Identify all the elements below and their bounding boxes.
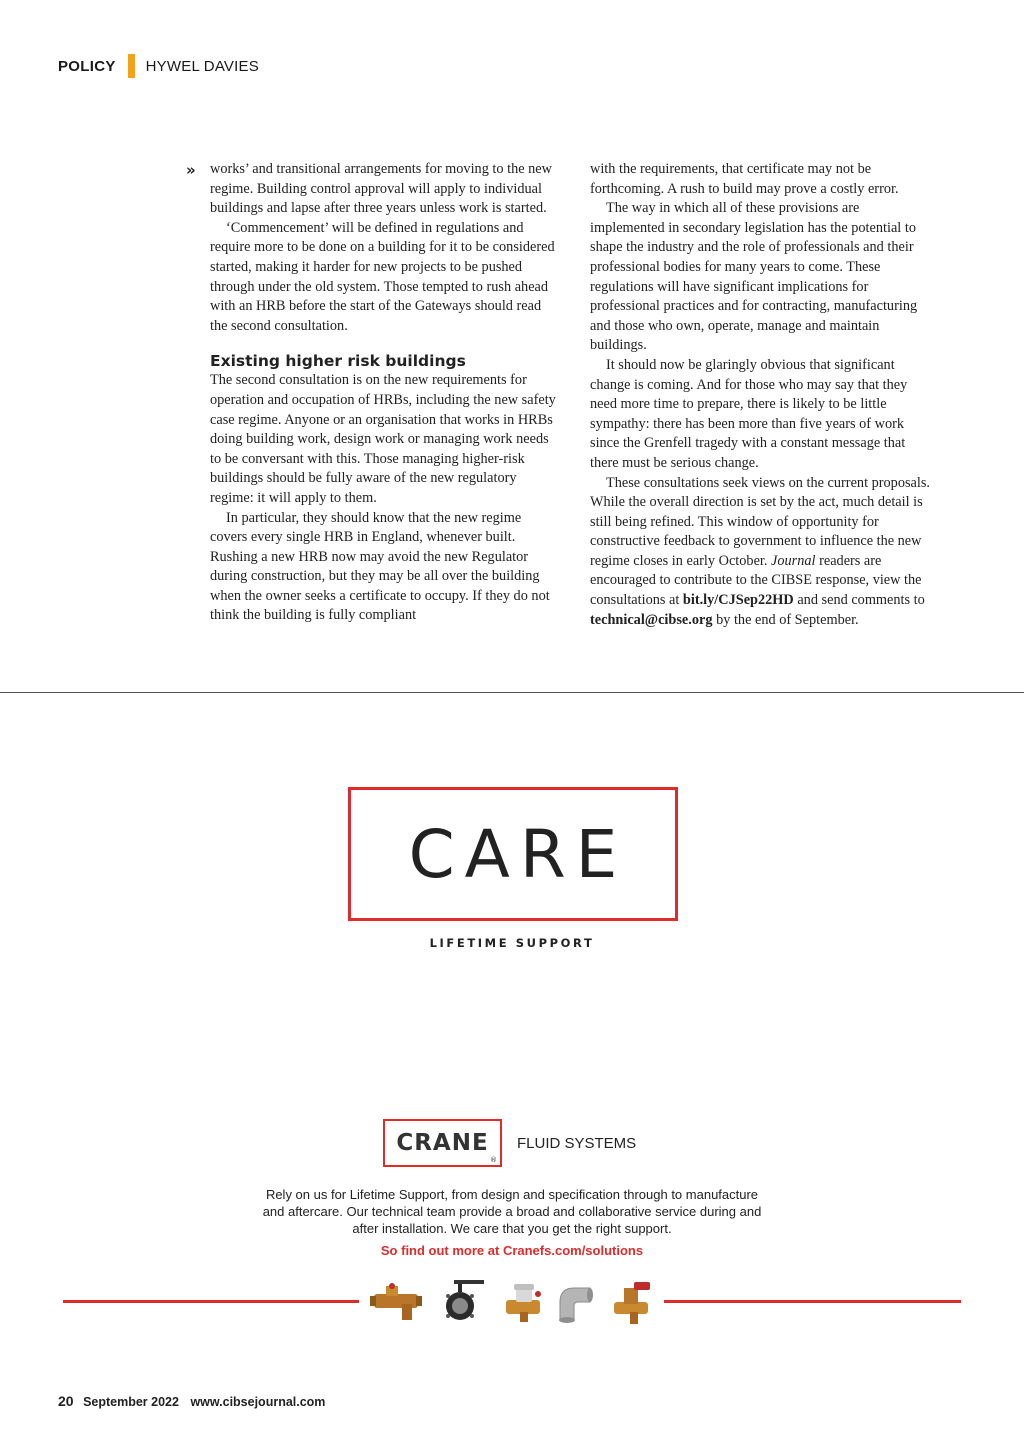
article-paragraph-final	[590, 474, 935, 631]
header-accent-bar	[128, 54, 135, 78]
ad-tagline: LIFETIME SUPPORT	[429, 936, 595, 950]
article-paragraph: ‘Commencement’ will be defined in regulations and require more to be done on a building for it to be considered started, making it harder for new projects to be pushed through under the old system. Those tempted to rush ahead with an HRB before the start of the Gateways should read the second consultation.	[210, 219, 555, 334]
paragraph-text: These consultations seek views on the current proposals. While the overall direction is set by the act, much detail is still being refined. This window of opportunity for constructive feedback to government to influence the new regime closes in early October.	[590, 474, 930, 569]
ad-cta-link[interactable]: So find out more at Cranefs.com/solutions	[380, 1243, 644, 1258]
page-footer	[58, 1393, 325, 1409]
butterfly-valve-icon	[446, 1280, 484, 1320]
journal-italic: Journal	[771, 552, 816, 569]
pressure-valve-icon	[614, 1282, 650, 1324]
issue-date: September 2022	[83, 1395, 179, 1409]
page-header	[58, 54, 259, 78]
article-column-2	[590, 160, 935, 630]
crane-brand-text: CRANE	[396, 1130, 489, 1156]
paragraph-text: readers are encouraged to contribute to the CIBSE response, view the consultations at	[590, 552, 922, 609]
article-paragraph: works’ and transitional arrangements for moving to the new regime. Building control approval will apply to individual buildings and lapse after three years unless work is started.	[210, 161, 552, 217]
balancing-valve-icon	[506, 1284, 541, 1322]
website-link[interactable]: www.cibsejournal.com	[190, 1395, 326, 1409]
elbow-fitting-icon	[559, 1288, 593, 1323]
author-name: HYWEL DAVIES	[145, 57, 259, 75]
subheading: Existing higher risk buildings	[210, 352, 466, 371]
continued-icon: »	[186, 161, 196, 179]
strainer-valve-icon	[370, 1283, 422, 1320]
product-images	[368, 1280, 660, 1330]
ad-rule-left	[63, 1300, 359, 1303]
article-paragraph: It should now be glaringly obvious that significant change is coming. And for those who may say that they need more time to prepare, there is likely to be little sympathy: there has been more than five years of work since the Grenfell tragedy with a constant message that there must be serious change.	[590, 356, 908, 471]
care-logo-box	[348, 787, 678, 921]
crane-logo	[383, 1119, 502, 1167]
paragraph-text: and send comments to	[793, 592, 925, 609]
care-heading: CARE	[408, 815, 628, 893]
article-column-1	[210, 160, 562, 626]
email-link[interactable]: technical@cibse.org	[590, 611, 713, 628]
consultation-link[interactable]: bit.ly/CJSep22HD	[682, 592, 794, 609]
registered-mark: ®	[490, 1156, 497, 1164]
page-number: 20	[58, 1393, 74, 1409]
section-label: POLICY	[58, 57, 116, 75]
ad-body-text: Rely on us for Lifetime Support, from design and specification through to manufacture and aftercare. Our technical team provide a broad and collaborative service during and after installation. We care that you get the right support.	[262, 1187, 762, 1236]
article-paragraph: The way in which all of these provisions are implemented in secondary legislation has the potential to shape the industry and the role of professionals and their professional bodies for many years to come. These regulations will have significant implications for professional practices and for contracting, manufacturing and those who own, operate, manage and maintain buildings.	[590, 200, 918, 354]
article-paragraph: In particular, they should know that the new regime covers every single HRB in England, whenever built. Rushing a new HRB now may avoid the new Regulator during construction, but they may be all over the building when the owner seeks a certificate to occupy. If they do not think the building is fully compliant	[210, 509, 550, 624]
article-paragraph: with the requirements, that certificate may not be forthcoming. A rush to build may prove a costly error.	[590, 161, 899, 197]
article-paragraph: The second consultation is on the new requirements for operation and occupation of HRBs, including the new safety case regime. Anyone or an organisation that works in HRBs doing building work, design work or managing work needs to be conversant with this. Those managing higher-risk buildings should be fully aware of the new regulatory regime: it will apply to them.	[210, 372, 556, 506]
ad-rule-right	[664, 1300, 961, 1303]
brand-suffix: FLUID SYSTEMS	[517, 1135, 637, 1152]
section-divider	[0, 692, 1024, 693]
paragraph-text: by the end of September.	[712, 611, 859, 628]
